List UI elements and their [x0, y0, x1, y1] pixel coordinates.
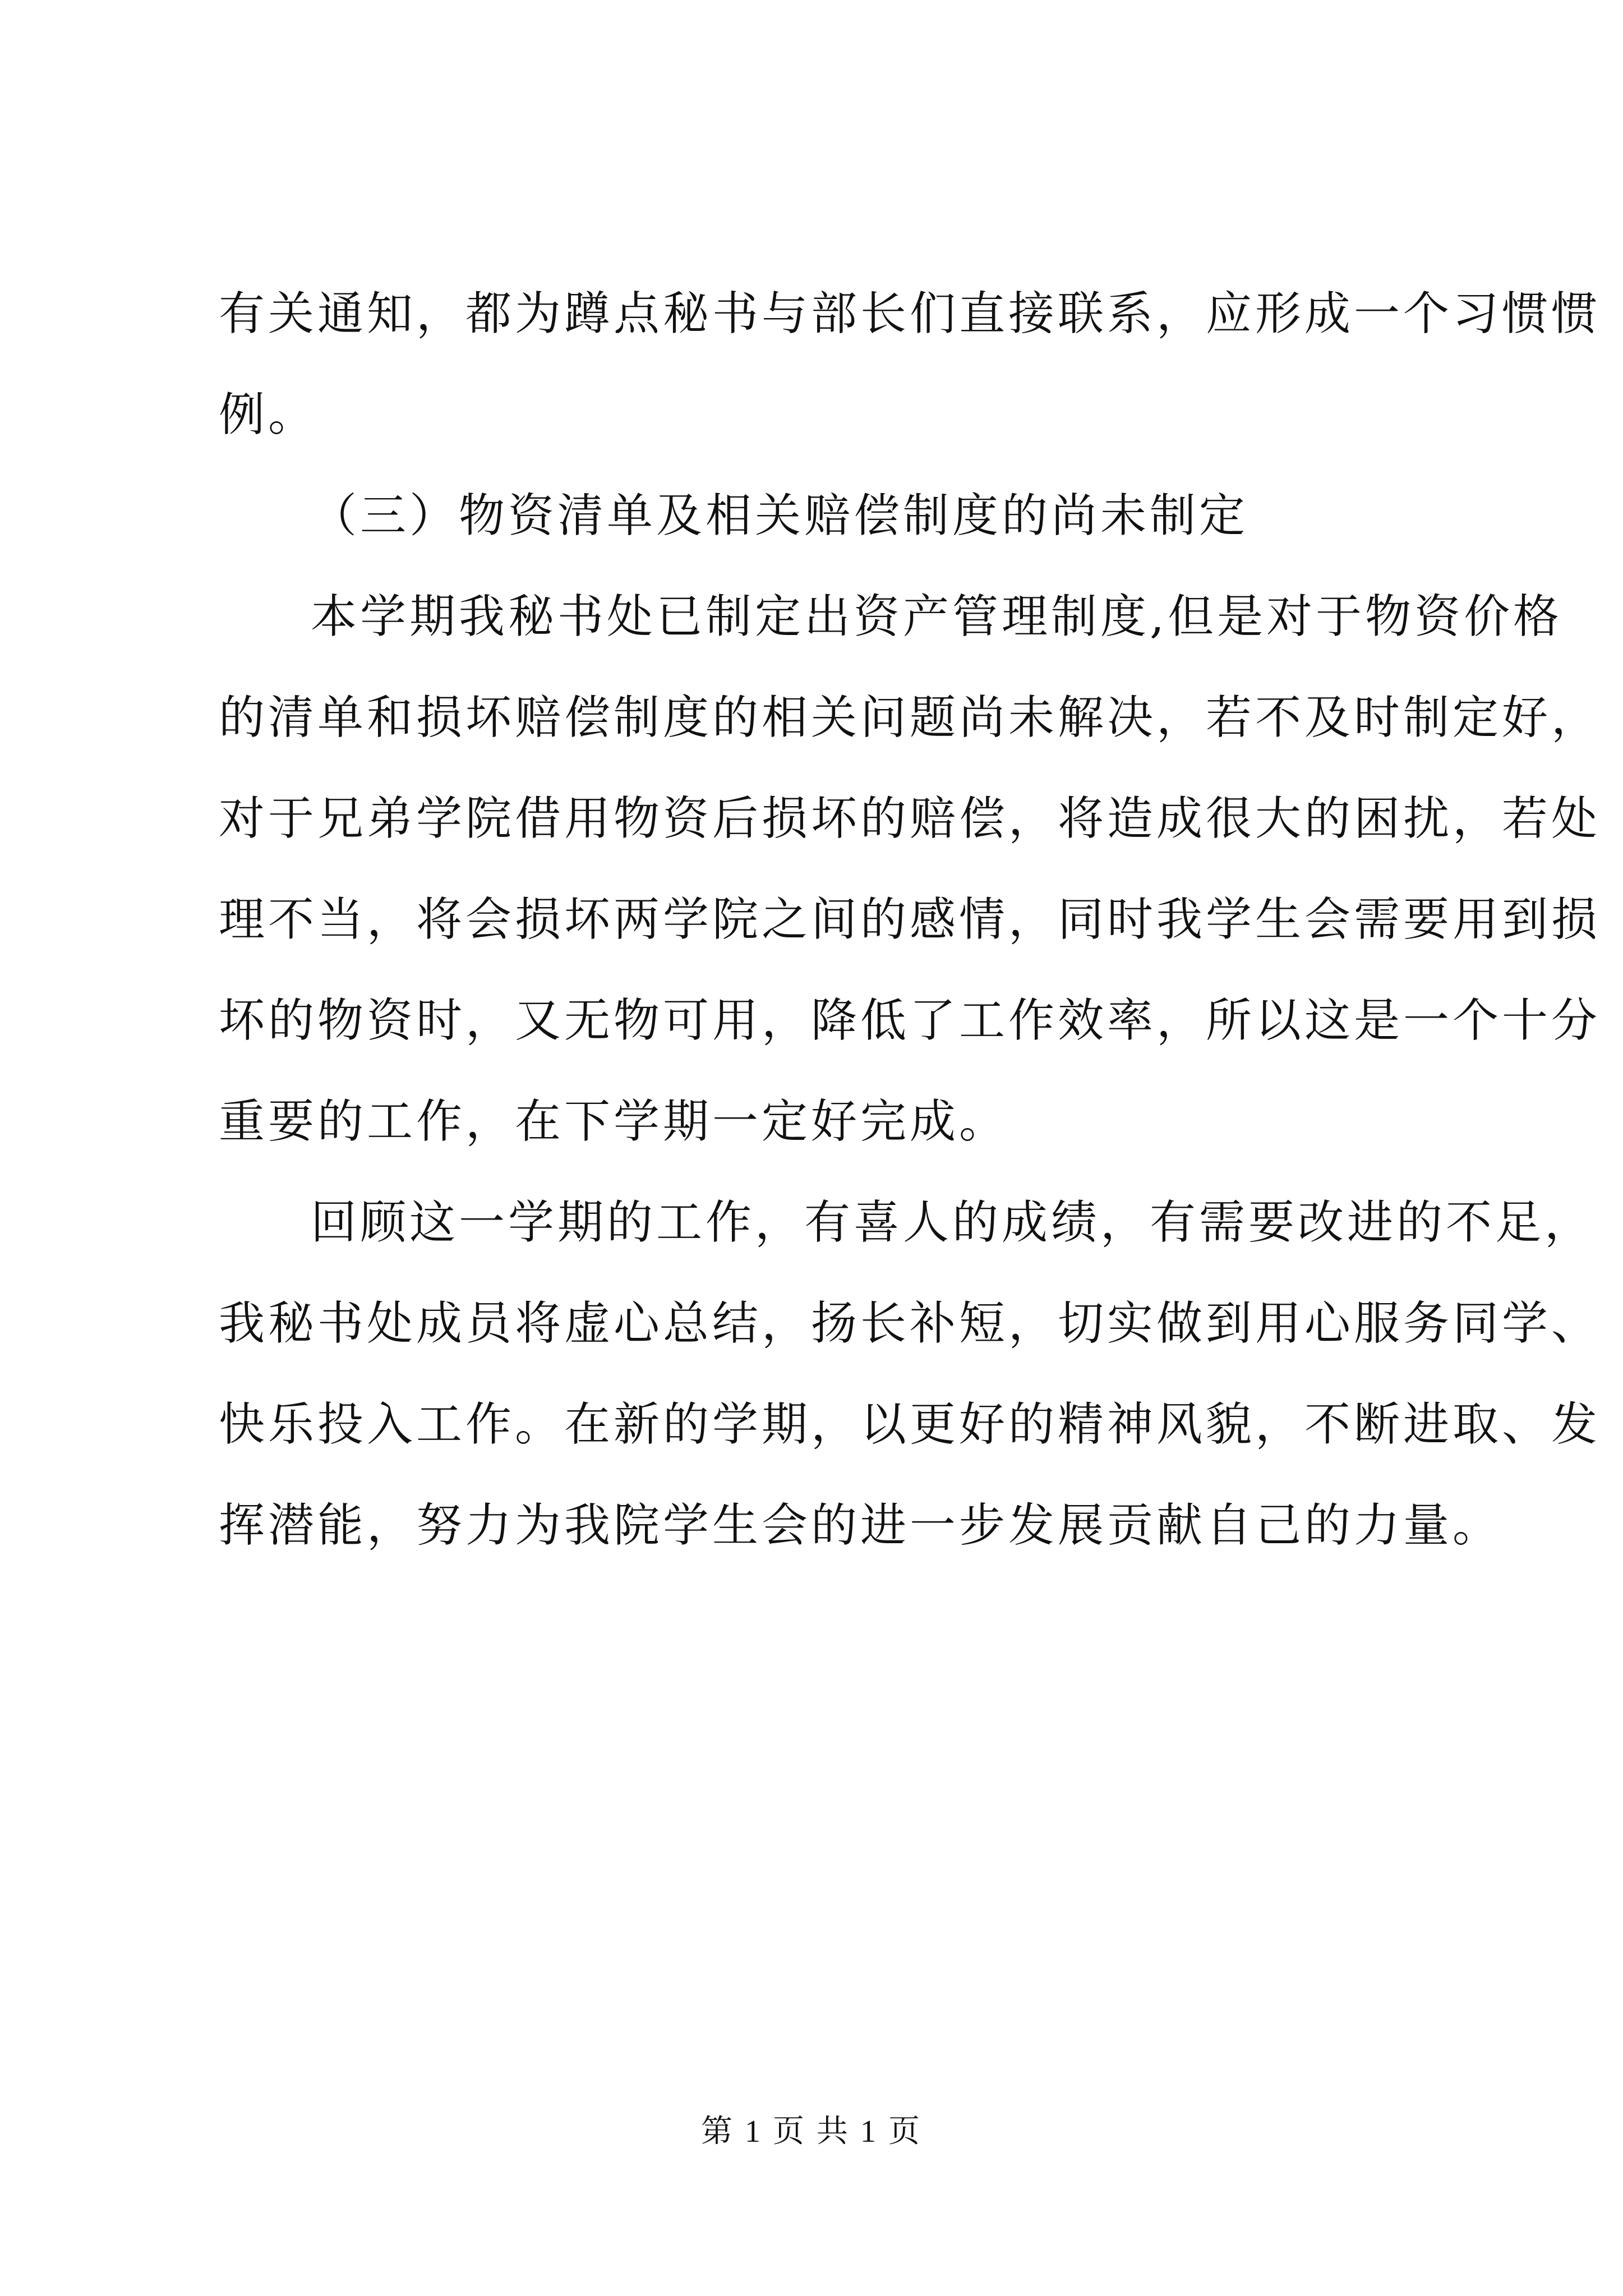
- body-line-1: 有关通知，都为蹲点秘书与部长们直接联系，应形成一个习惯惯: [219, 287, 1601, 341]
- body-line-5: 的清单和损坏赔偿制度的相关问题尚未解决，若不及时制定好，: [219, 691, 1601, 744]
- body-line-9: 重要的工作，在下学期一定好完成。: [219, 1095, 1009, 1148]
- body-line-7: 理不当，将会损坏两学院之间的感情，同时我学生会需要用到损: [219, 893, 1601, 946]
- body-line-4: 本学期我秘书处已制定出资产管理制度,但是对于物资价格: [311, 590, 1563, 643]
- body-line-12: 快乐投入工作。在新的学期，以更好的精神风貌，不断进取、发: [219, 1398, 1601, 1451]
- document-body: [219, 264, 1601, 1576]
- body-line-2: 例。: [219, 388, 318, 441]
- body-line-11: 我秘书处成员将虚心总结，扬长补短，切实做到用心服务同学、: [219, 1297, 1601, 1350]
- body-line-8: 坏的物资时，又无物可用，降低了工作效率，所以这是一个十分: [219, 994, 1601, 1047]
- section-heading: （三）物资清单及相关赔偿制度的尚未制定: [311, 489, 1249, 542]
- body-line-13: 挥潜能，努力为我院学生会的进一步发展贡献自己的力量。: [219, 1499, 1502, 1552]
- body-line-6: 对于兄弟学院借用物资后损坏的赔偿，将造成很大的困扰，若处: [219, 792, 1601, 845]
- page-footer: 第 1 页 共 1 页: [701, 2114, 922, 2149]
- body-line-10: 回顾这一学期的工作，有喜人的成绩，有需要改进的不足，: [311, 1196, 1594, 1249]
